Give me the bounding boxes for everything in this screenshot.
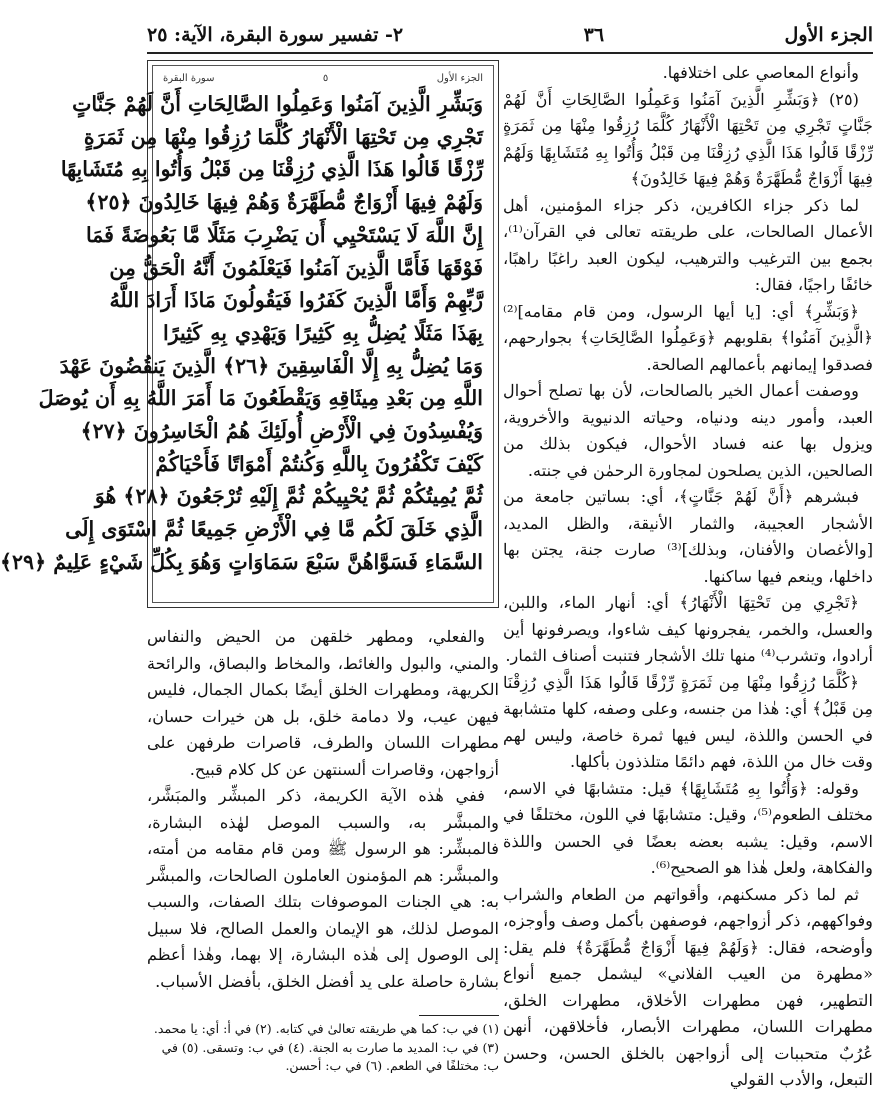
quran-line: وَيُفْسِدُونَ فِي الْأَرْضِ أُولَئِكَ هُمُ الْخَاسِرُونَ ﴿٢٧﴾ [80, 419, 483, 444]
quran-line: إِنَّ اللَّهَ لَا يَسْتَحْيِي أَن يَضْرِبَ مَثَلًا مَّا بَعُوضَةً فَمَا [85, 222, 483, 247]
page-number: ٣٦ [583, 24, 605, 46]
paragraph: ثم لما ذكر مسكنهم، وأقواتهم من الطعام والشراب وفواكههم، ذكر أزواجهم، فوصفهن بأكمل وصف وأوجزه، وأوضحه، فقال: ﴿وَلَهُمْ فِيهَا أَزْوَاجٌ مُّطَهَّرَةٌ﴾ فلم يقل: «مطهرة من العيب الفلاني» ليشمل جميع أنواع التطهير، فهن مطهرات الأخلاق، مطهرات الخلق، مطهرات اللسان، مطهرات الأبصار، فأخلاقهن، أنهن عُرُبٌ متحببات إلى أزواجهن بالخلق الحسن، وحسن التبعل، والأدب القولي [503, 884, 873, 1089]
quran-frame [0, 65, 494, 603]
quran-text-box [0, 60, 499, 608]
quran-line: وَمَا يُضِلُّ بِهِ إِلَّا الْفَاسِقِينَ ﴿٢٦﴾ الَّذِينَ يَنقُضُونَ عَهْدَ [59, 353, 483, 378]
juz-label: الجزء الأول [436, 72, 483, 84]
quran-line: الَّذِي خَلَقَ لَكُم مَّا فِي الْأَرْضِ جَمِيعًا ثُمَّ اسْتَوَى إِلَى [65, 517, 483, 542]
quran-line: السَّمَاءِ فَسَوَّاهُنَّ سَبْعَ سَمَاوَاتٍ وَهُوَ بِكُلِّ شَيْءٍ عَلِيمٌ ﴿٢٩﴾ [0, 549, 483, 574]
quran-line: رَّبِّهِمْ وَأَمَّا الَّذِينَ كَفَرُوا فَيَقُولُونَ مَاذَا أَرَادَ اللَّهُ [109, 288, 483, 313]
part-label: الجزء الأول [784, 24, 873, 46]
paragraph: ففي هٰذه الآية الكريمة، ذكر المبشِّر والمبَشَّر، والمبشَّر به، والسبب الموصل لهٰذه البشارة، فالمبشِّر: هو الرسول ﷺ ومن قام مقامه من أمته، والمبشَّر: هم المؤمنون العاملون الصالحات، والمبشَّر به: هي الجنات الموصوفات بتلك الصفات، والسبب الموصل لذلك، هو الإيمان والعمل الصالح، فلا سبيل إلى الوصول إلى هٰذه البشارة، إلا بهما، وهٰذا أعظم بشارة حاصلة على يد أفضل الخلق، بأفضل الأسباب. [147, 786, 499, 991]
header-divider [147, 52, 873, 54]
quran-line: بِهَذَا مَثَلًا يُضِلُّ بِهِ كَثِيرًا وَيَهْدِي بِهِ كَثِيرًا [163, 320, 483, 345]
quran-line: رِّزْقًا قَالُوا هَذَا الَّذِي رُزِقْنَا مِن قَبْلُ وَأُتُوا بِهِ مُتَشَابِهًا [60, 157, 483, 182]
paragraph: وأنواع المعاصي على اختلافها. [662, 63, 859, 82]
paragraph: ﴿وَبَشِّرِ﴾ أي: [يا أيها الرسول، ومن قام مقامه]⁽²⁾ ﴿الَّذِينَ آمَنُوا﴾ بقلوبهم ﴿وَعَمِلُوا الصَّالِحَاتِ﴾ بجوارحهم، فصدقوا إيمانهم بأعمالهم الصالحة. [503, 301, 873, 374]
paragraph: ووصفت أعمال الخير بالصالحات، لأن بها تصلح أحوال العبد، وأمور دينه ودنياه، وحياته الدنيوية والأخروية، ويزول بها عنه فساد الأحوال، فيكون بذلك من الصالحين، الذين يصلحون لمجاورة الرحمٰن في جنته. [503, 381, 873, 480]
surah-label: سورة البقرة [163, 72, 215, 84]
footnotes [147, 1020, 499, 1076]
paragraph: وقوله: ﴿وَأُتُوا بِهِ مُتَشَابِهًا﴾ قيل: متشابهًا في الاسم، مختلف الطعوم⁽⁵⁾، وقيل: متشابهًا في اللون، مختلفًا في الاسم، وقيل: يشبه بعضه بعضًا في الحسن واللذة والفكاهة، ولعل هٰذا هو الصحيح⁽⁶⁾. [503, 778, 873, 877]
paragraph: لما ذكر جزاء الكافرين، ذكر جزاء المؤمنين، أهل الأعمال الصالحات، على طريقته تعالى في القرآن⁽¹⁾، بجمع بين الترغيب والترهيب، ليكون العبد راغبًا راهبًا، خائفًا راجيًا، فقال: [503, 195, 873, 294]
quran-line: تَجْرِي مِن تَحْتِهَا الْأَنْهَارُ كُلَّمَا رُزِقُوا مِنْهَا مِن ثَمَرَةٍ [83, 124, 483, 149]
quran-line: وَلَهُمْ فِيهَا أَزْوَاجٌ مُّطَهَّرَةٌ وَهُمْ فِيهَا خَالِدُونَ ﴿٢٥﴾ [85, 190, 483, 215]
paragraph: والفعلي، ومطهر خلقهن من الحيض والنفاس والمني، والبول والغائط، والمخاط والبصاق، والرائحة الكريهة، ومطهرات الخلق أيضًا بكمال الجمال، فليس فيهن عيب، ولا دمامة خلق، بل هن خيرات حسان، مطهرات اللسان والطرف، قاصرات طرفهن على أزواجهن، وقاصرات ألسنتهن عن كل كلام قبيح. [147, 627, 499, 779]
quran-box-header [163, 70, 483, 86]
quran-line: فَوْقَهَا فَأَمَّا الَّذِينَ آمَنُوا فَيَعْلَمُونَ أَنَّهُ الْحَقُّ مِن [109, 255, 483, 280]
page-header [147, 22, 873, 48]
quran-line: كَيْفَ تَكْفُرُونَ بِاللَّهِ وَكُنتُمْ أَمْوَاتًا فَأَحْيَاكُمْ [155, 451, 483, 476]
left-column-text [147, 624, 499, 995]
section-label: ٢- تفسير سورة البقرة، الآية: ٢٥ [147, 24, 404, 46]
quran-lines [0, 88, 483, 579]
paragraph: فبشرهم ﴿أَنَّ لَهُمْ جَنَّاتٍ﴾، أي: بساتين جامعة من الأشجار العجيبة، والثمار الأنيقة، والظل المديد، [والأغصان والأفنان، وبذلك]⁽³⁾ صارت جنة، يجتن بها داخلها، وينعم فيها ساكنها. [503, 487, 874, 586]
paragraph: ﴿كُلَّمَا رُزِقُوا مِنْهَا مِن ثَمَرَةٍ رِّزْقًا قَالُوا هَذَا الَّذِي رُزِقْنَا مِن قَبْلُ﴾ أي: هٰذا من جنسه، وعلى وصفه، كلها متشابهة في الحسن واللذة، ليس فيها ثمرة خاصة، وليس لهم وقت خال من اللذة، فهم دائمًا متلذذون بأكلها. [503, 672, 873, 771]
right-column-text [503, 60, 873, 1094]
quran-line: اللَّهِ مِن بَعْدِ مِيثَاقِهِ وَيَقْطَعُونَ مَا أَمَرَ اللَّهُ بِهِ أَن يُوصَلَ [38, 386, 483, 411]
quran-line: ثُمَّ يُمِيتُكُمْ ثُمَّ يُحْيِيكُمْ ثُمَّ إِلَيْهِ تُرْجَعُونَ ﴿٢٨﴾ هُوَ [94, 484, 483, 509]
footnote-line: ب: مختلفًا في الطعم. (٦) في ب: أحسن. [285, 1058, 499, 1073]
footnote-divider [419, 1015, 499, 1016]
footnote-line: (١) في ب: كما هي طريقته تعالىٰ في كتابه. (٢) في أ: أي: يا محمد. [153, 1021, 499, 1036]
paragraph: (٢٥) ﴿وَبَشِّرِ الَّذِينَ آمَنُوا وَعَمِلُوا الصَّالِحَاتِ أَنَّ لَهُمْ جَنَّاتٍ تَجْرِي مِن تَحْتِهَا الْأَنْهَارُ كُلَّمَا رُزِقُوا مِنْهَا مِن ثَمَرَةٍ رِّزْقًا قَالُوا هَذَا الَّذِي رُزِقْنَا مِن قَبْلُ وَأُتُوا بِهِ مُتَشَابِهًا وَلَهُمْ فِيهَا أَزْوَاجٌ مُّطَهَّرَةٌ وَهُمْ فِيهَا خَالِدُونَ﴾ [503, 89, 873, 188]
quran-line: وَبَشِّرِ الَّذِينَ آمَنُوا وَعَمِلُوا الصَّالِحَاتِ أَنَّ لَهُمْ جَنَّاتٍ [72, 92, 483, 116]
paragraph: ﴿تَجْرِي مِن تَحْتِهَا الْأَنْهَارُ﴾ أي: أنهار الماء، واللبن، والعسل، والخمر، يفجرونها كيف شاءوا، ويصرفونها أين أرادوا، وتشرب⁽⁴⁾ منها تلك الأشجار فتنبت أصناف الثمار. [503, 593, 873, 665]
page-mark: ٥ [322, 72, 329, 84]
footnote-line: (٣) في ب: المديد ما صارت به الجنة. (٤) في ب: وتسقى. (٥) في [161, 1039, 499, 1055]
